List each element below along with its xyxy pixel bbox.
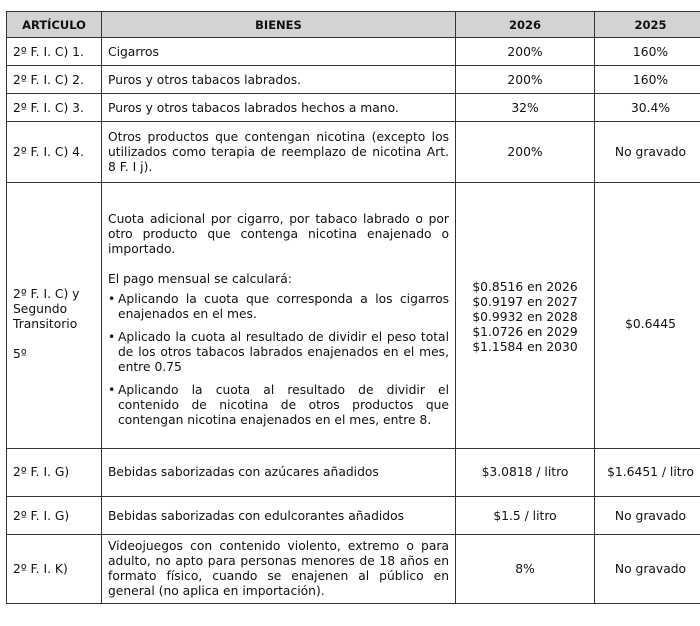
cuota-year-value: $0.8516 en 2026 bbox=[472, 279, 578, 294]
pago-title: El pago mensual se calculará: bbox=[108, 272, 292, 286]
articulo-cell: 2º F. I. C) 4. bbox=[7, 122, 102, 183]
rate-2025-cell: No gravado bbox=[595, 122, 700, 183]
cuota-2026-list bbox=[472, 277, 577, 355]
header-row bbox=[7, 12, 700, 38]
pago-bullet-item bbox=[108, 292, 449, 322]
rate-2026-cell: $3.0818 / litro bbox=[456, 449, 595, 497]
articulo-cell: 2º F. I. C) 1. bbox=[7, 38, 102, 66]
rate-2026-cell: 200% bbox=[456, 66, 595, 94]
rate-2025-cell: 160% bbox=[595, 38, 700, 66]
pago-bullet-list bbox=[108, 292, 449, 428]
pago-bullet-item bbox=[108, 383, 449, 428]
cuota-year-value: $1.0726 en 2029 bbox=[472, 324, 578, 339]
articulo-line: Segundo bbox=[13, 301, 68, 316]
articulo-cell: 2º F. I. K) bbox=[7, 535, 102, 604]
bullet-text: Aplicado la cuota al resultado de dividir el peso total de los otros tabacos labrados enajenados en el mes, entre 0.75 bbox=[118, 330, 449, 374]
bullet-text: Aplicando la cuota al resultado de dividir el contenido de nicotina de otros productos que contengan nicotina enajenados en el mes, entre 8. bbox=[118, 383, 449, 427]
bullet-text: Aplicando la cuota que corresponda a los cigarros enajenados en el mes. bbox=[118, 292, 449, 321]
rate-2025-cell bbox=[595, 183, 700, 449]
bullet-icon: • bbox=[108, 330, 116, 344]
rate-2025-cell: No gravado bbox=[595, 497, 700, 535]
table-row bbox=[7, 66, 700, 94]
cuota-year-value: $0.9932 en 2028 bbox=[472, 309, 578, 324]
pago-bullet-item bbox=[108, 330, 449, 375]
cuota-year-value: $0.9197 en 2027 bbox=[472, 294, 578, 309]
table-row bbox=[7, 497, 700, 535]
rate-2025-cell: $1.6451 / litro bbox=[595, 449, 700, 497]
articulo-cell: 2º F. I. G) bbox=[7, 449, 102, 497]
rate-2026-cell: 32% bbox=[456, 94, 595, 122]
cuota-description: Cuota adicional por cigarro, por tabaco labrado o por otro producto que contenga nicotina enajenado o importado. bbox=[108, 212, 449, 256]
header-2025: 2025 bbox=[595, 12, 700, 38]
bullet-icon: • bbox=[108, 292, 116, 306]
table-row bbox=[7, 94, 700, 122]
table-row bbox=[7, 122, 700, 183]
articulo-cell bbox=[7, 183, 102, 449]
bienes-cell bbox=[102, 183, 456, 449]
bienes-cell: Otros productos que contengan nicotina (excepto los utilizados como terapia de reemplazo de nicotina Art. 8 F. I j). bbox=[102, 122, 456, 183]
bienes-cell: Cigarros bbox=[102, 38, 456, 66]
tax-rates-table bbox=[6, 11, 700, 604]
articulo-cell: 2º F. I. C) 2. bbox=[7, 66, 102, 94]
rate-2026-cell: 200% bbox=[456, 38, 595, 66]
rate-2026-cell: 200% bbox=[456, 122, 595, 183]
table-row bbox=[7, 449, 700, 497]
cuota-2025-value: $0.6445 bbox=[625, 317, 676, 331]
bienes-cell: Puros y otros tabacos labrados. bbox=[102, 66, 456, 94]
bienes-cell: Bebidas saborizadas con azúcares añadidos bbox=[102, 449, 456, 497]
rate-2025-cell: No gravado bbox=[595, 535, 700, 604]
header-2026: 2026 bbox=[456, 12, 595, 38]
articulo-line: 5º bbox=[13, 346, 27, 361]
rate-2026-cell bbox=[456, 183, 595, 449]
table-row-cuota-adicional bbox=[7, 183, 700, 449]
header-bienes: BIENES bbox=[102, 12, 456, 38]
header-articulo: ARTÍCULO bbox=[7, 12, 102, 38]
articulo-cell: 2º F. I. G) bbox=[7, 497, 102, 535]
rate-2025-cell: 30.4% bbox=[595, 94, 700, 122]
bullet-icon: • bbox=[108, 383, 116, 397]
bienes-cell: Puros y otros tabacos labrados hechos a mano. bbox=[102, 94, 456, 122]
rate-2025-cell: 160% bbox=[595, 66, 700, 94]
table-row bbox=[7, 535, 700, 604]
bienes-cell: Bebidas saborizadas con edulcorantes añadidos bbox=[102, 497, 456, 535]
articulo-line: Transitorio bbox=[13, 316, 78, 331]
articulo-cell: 2º F. I. C) 3. bbox=[7, 94, 102, 122]
table-row bbox=[7, 38, 700, 66]
articulo-line: 2º F. I. C) y bbox=[13, 286, 80, 301]
rate-2026-cell: $1.5 / litro bbox=[456, 497, 595, 535]
rate-2026-cell: 8% bbox=[456, 535, 595, 604]
cuota-year-value: $1.1584 en 2030 bbox=[472, 339, 578, 354]
bienes-cell: Videojuegos con contenido violento, extremo o para adulto, no apto para personas menores de 18 años en formato físico, cuando se enajenen al público en general (no aplica en importación). bbox=[102, 535, 456, 604]
